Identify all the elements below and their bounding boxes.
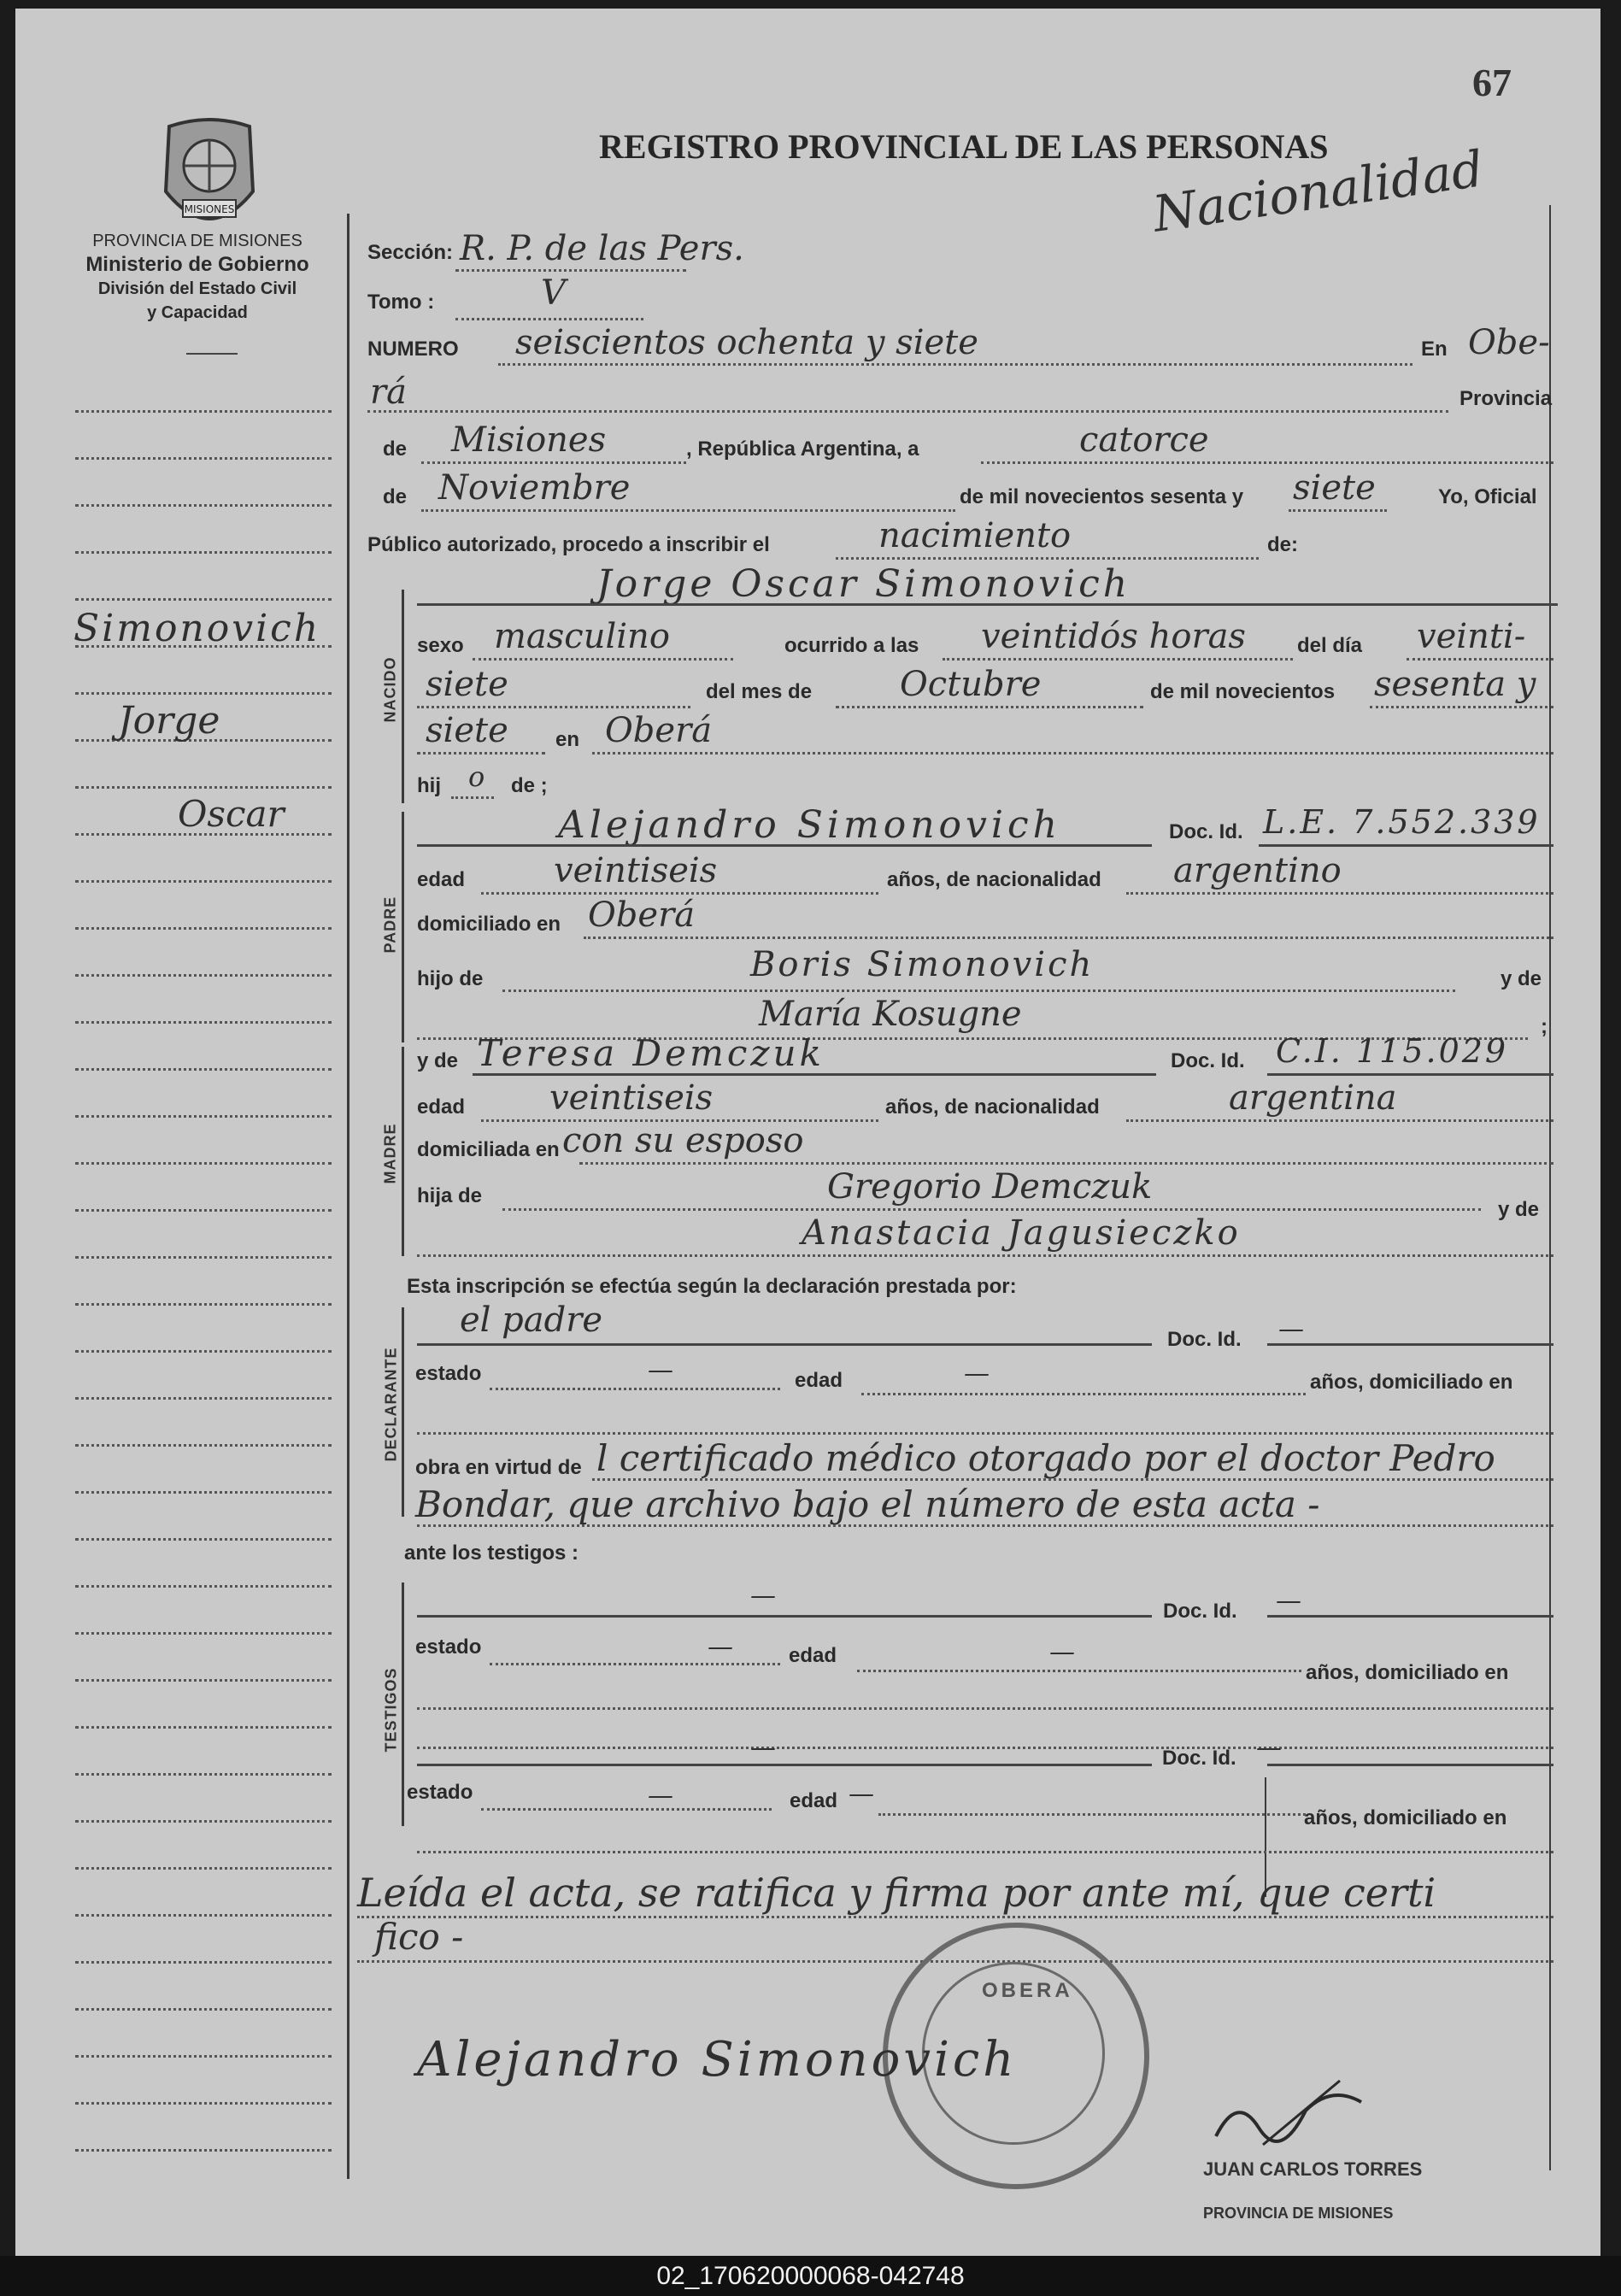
mes-nac-value: Octubre xyxy=(900,665,1042,704)
official-province: PROVINCIA DE MISIONES xyxy=(1203,2205,1394,2222)
seccion-line xyxy=(455,269,686,272)
tomo-value: V xyxy=(541,273,566,313)
declarante-value: el padre xyxy=(460,1301,603,1340)
madre-label: MADRE xyxy=(381,1123,399,1184)
lugar-nac-line xyxy=(592,752,1553,755)
obra-line-1 xyxy=(592,1478,1553,1481)
page-title: REGISTRO PROVINCIAL DE LAS PERSONAS xyxy=(599,127,1329,166)
margin-line xyxy=(75,1679,332,1682)
declarante-edad-label: edad xyxy=(795,1369,843,1392)
margin-line xyxy=(75,2055,332,2058)
sexo-label: sexo xyxy=(417,634,464,657)
madre-edad-value: veintiseis xyxy=(549,1078,714,1118)
seccion-value: R. P. de las Pers. xyxy=(460,229,744,268)
declarante-estado-dash: — xyxy=(648,1355,673,1385)
margin-line xyxy=(75,1115,332,1118)
testigo1-doc-line xyxy=(1267,1615,1553,1618)
ante-testigos-label: ante los testigos : xyxy=(404,1541,579,1565)
stamp-text: OBERA xyxy=(982,1979,1073,2002)
anio-nac-line xyxy=(1370,706,1553,708)
testigo2-doc-line xyxy=(1267,1764,1553,1766)
testigos-label: TESTIGOS xyxy=(382,1667,400,1753)
madre-edad-label: edad xyxy=(417,1095,466,1119)
declarante-edad-dash: — xyxy=(964,1359,990,1389)
acto-value: nacimiento xyxy=(878,516,1072,555)
madre-doc-value: C.I. 115.029 xyxy=(1276,1032,1509,1070)
ocurrido-label: ocurrido a las xyxy=(784,634,919,657)
declarante-estado-label: estado xyxy=(415,1362,482,1385)
de-label-1: de xyxy=(383,437,408,461)
dia-nac-line xyxy=(1407,658,1553,661)
padre-padre-value: Boris Simonovich xyxy=(750,945,1095,984)
testigo2-dom-line xyxy=(417,1851,1553,1853)
madre-nac-value: argentina xyxy=(1229,1078,1397,1118)
padre-label: PADRE xyxy=(381,895,399,954)
en-label: En xyxy=(1421,338,1448,361)
hij-line xyxy=(451,796,494,799)
margin-line xyxy=(75,2008,332,2011)
testigo1-edad-dash: — xyxy=(1049,1637,1075,1667)
testigo2-name-line xyxy=(417,1764,1152,1766)
padre-doc-label: Doc. Id. xyxy=(1169,820,1243,843)
madre-y-de-label-2: y de xyxy=(1498,1198,1540,1221)
padre-dom-label: domiciliado en xyxy=(417,913,561,936)
del-mes-label: del mes de xyxy=(706,680,813,703)
dia-nac-value: veinti- xyxy=(1417,617,1526,656)
testigo2-doc-label: Doc. Id. xyxy=(1162,1747,1236,1770)
provincia-line xyxy=(421,461,686,464)
testigos-bracket xyxy=(402,1583,404,1826)
margin-line xyxy=(75,1162,332,1165)
testigo2-estado-line xyxy=(481,1808,772,1811)
testigo2-edad-line xyxy=(878,1813,1306,1816)
province-emblem-icon xyxy=(159,118,260,238)
madre-hija-de-label: hija de xyxy=(417,1184,483,1207)
signature: Alejandro Simonovich xyxy=(417,2032,1018,2088)
declarante-label: DECLARANTE xyxy=(382,1347,400,1462)
declarante-doc-dash: — xyxy=(1278,1314,1304,1344)
de-label-2: de xyxy=(383,485,408,508)
ministry-block xyxy=(65,229,330,325)
yo-oficial-label: Yo, Oficial xyxy=(1438,485,1537,508)
margin-line xyxy=(75,692,332,695)
margin-separator xyxy=(347,214,349,2179)
anio-nac-line-2 xyxy=(417,752,545,755)
document-page xyxy=(15,9,1600,2256)
ministry-capacity: y Capacidad xyxy=(147,303,248,322)
madre-y-de-label: y de xyxy=(417,1049,459,1072)
numero-line xyxy=(498,363,1413,366)
madre-doc-line xyxy=(1267,1073,1553,1076)
hij-label: hij xyxy=(417,774,441,797)
padre-edad-label: edad xyxy=(417,868,466,891)
margin-first-name: Jorge xyxy=(118,699,220,743)
anio-line xyxy=(1289,509,1387,512)
margin-line xyxy=(75,786,332,789)
margin-line xyxy=(75,880,332,883)
margin-line xyxy=(75,2149,332,2152)
margin-line xyxy=(75,1350,332,1353)
madre-madre-value: Anastacia Jagusieczko xyxy=(802,1213,1241,1253)
padre-dom-value: Oberá xyxy=(588,895,696,935)
cierre-line-2: fico - xyxy=(374,1916,464,1958)
madre-dom-line xyxy=(579,1162,1553,1165)
madre-madre-line xyxy=(417,1254,1553,1257)
madre-nac-line xyxy=(1126,1119,1553,1122)
en-value-cont: rá xyxy=(370,373,407,412)
declarante-edad-line xyxy=(861,1393,1306,1395)
ministry-name: Ministerio de Gobierno xyxy=(85,253,309,276)
margin-line xyxy=(75,927,332,930)
padre-name-value: Alejandro Simonovich xyxy=(558,803,1061,847)
margin-line xyxy=(75,1538,332,1541)
margin-second-name: Oscar xyxy=(178,793,285,835)
margin-line xyxy=(75,974,332,977)
margin-line xyxy=(75,410,332,413)
del-dia-label: del día xyxy=(1297,634,1363,657)
padre-nac-label: años, de nacionalidad xyxy=(887,868,1101,891)
declarante-dom-line xyxy=(417,1432,1553,1435)
inscripcion-label: Esta inscripción se efectúa según la declaración prestada por: xyxy=(407,1275,1017,1298)
de-mil-label: de mil novecientos sesenta y xyxy=(960,485,1244,508)
declarante-anos-label: años, domiciliado en xyxy=(1310,1371,1513,1394)
padre-doc-line xyxy=(1259,844,1553,847)
testigo2-doc-dash: — xyxy=(1256,1733,1282,1763)
padre-madre-value: María Kosugne xyxy=(759,995,1022,1034)
seccion-label: Sección: xyxy=(367,241,454,264)
nacido-bracket xyxy=(402,590,404,803)
right-border xyxy=(1549,205,1551,2170)
testigo2-estado-label: estado xyxy=(407,1781,473,1804)
hij-suffix-value: o xyxy=(468,760,485,793)
tomo-line xyxy=(455,318,643,320)
hora-value: veintidós horas xyxy=(981,617,1246,656)
dia-nac-line-2 xyxy=(417,706,690,708)
margin-line xyxy=(75,1773,332,1776)
testigo1-anos-label: años, domiciliado en xyxy=(1306,1661,1509,1684)
madre-padre-value: Gregorio Demczuk xyxy=(827,1167,1153,1207)
madre-dom-value: con su esposo xyxy=(562,1121,804,1160)
testigo1-dash: — xyxy=(750,1581,776,1611)
mes-nac-line xyxy=(836,706,1143,708)
ministry-underline xyxy=(186,353,238,355)
padre-name-line xyxy=(417,844,1152,847)
margin-line xyxy=(75,1397,332,1400)
padre-nac-value: argentino xyxy=(1173,851,1342,890)
padre-hijo-de-label: hijo de xyxy=(417,967,484,990)
padre-dom-line xyxy=(584,937,1553,939)
margin-line xyxy=(75,1209,332,1212)
ministry-province: PROVINCIA DE MISIONES xyxy=(92,232,302,250)
madre-bracket xyxy=(402,1047,404,1256)
de-colon-label: de: xyxy=(1267,533,1298,556)
padre-doc-value: L.E. 7.552.339 xyxy=(1263,803,1541,841)
tomo-label: Tomo : xyxy=(367,291,435,314)
margin-surname: Simonovich xyxy=(73,607,321,650)
padre-edad-line xyxy=(481,892,878,895)
padre-edad-value: veintiseis xyxy=(554,851,718,890)
lugar-nac-value: Oberá xyxy=(605,711,713,750)
acto-line xyxy=(836,557,1259,560)
declarante-estado-line xyxy=(490,1388,780,1390)
testigo2-edad-dash: — xyxy=(849,1779,874,1809)
madre-dom-label: domiciliada en xyxy=(417,1138,560,1161)
margin-line xyxy=(75,2102,332,2105)
provincia-label: Provincia xyxy=(1459,387,1553,410)
hora-line xyxy=(943,658,1293,661)
madre-padre-line xyxy=(502,1208,1481,1211)
testigo1-estado-line xyxy=(490,1663,780,1665)
anio-value: siete xyxy=(1293,468,1376,508)
ministry-division: División del Estado Civil xyxy=(97,279,297,298)
dia-value: catorce xyxy=(1079,420,1209,460)
testigo1-estado-dash: — xyxy=(708,1632,733,1662)
sexo-value: masculino xyxy=(494,617,670,656)
mes-line xyxy=(421,509,955,512)
en-value: Obe- xyxy=(1468,323,1550,362)
margin-line xyxy=(75,551,332,554)
padre-padre-line xyxy=(502,989,1455,992)
margin-line xyxy=(75,1068,332,1071)
nacido-name-line xyxy=(417,603,1558,606)
file-id-footer: 02_170620000068-042748 xyxy=(0,2256,1621,2296)
margin-line xyxy=(75,1632,332,1635)
numero-value: seiscientos ochenta y siete xyxy=(515,323,978,362)
official-name: JUAN CARLOS TORRES xyxy=(1203,2158,1423,2180)
testigo1-doc-label: Doc. Id. xyxy=(1163,1600,1237,1623)
margin-line xyxy=(75,1914,332,1917)
margin-line xyxy=(75,457,332,460)
padre-nac-line xyxy=(1126,892,1553,895)
nacido-label: NACIDO xyxy=(381,656,399,723)
margin-line xyxy=(75,1585,332,1588)
testigo1-name-line xyxy=(417,1615,1152,1618)
obra-line-2 xyxy=(417,1524,1553,1527)
declarante-doc-label: Doc. Id. xyxy=(1167,1328,1242,1351)
margin-line xyxy=(75,1444,332,1447)
margin-line xyxy=(75,1303,332,1306)
declarante-bracket xyxy=(402,1307,404,1517)
emblem-text: MISIONES xyxy=(184,203,235,215)
page-number: 67 xyxy=(1472,61,1512,104)
padre-semicolon: ; xyxy=(1541,1015,1548,1038)
republica-label: , República Argentina, a xyxy=(686,437,919,461)
padre-y-de-label: y de xyxy=(1501,967,1542,990)
de-semicolon-label: de ; xyxy=(511,774,548,797)
margin-line xyxy=(75,1726,332,1729)
margin-line xyxy=(75,1961,332,1964)
de-mil-nov-label: de mil novecientos xyxy=(1150,680,1336,703)
margin-line xyxy=(75,1491,332,1494)
madre-doc-label: Doc. Id. xyxy=(1171,1049,1245,1072)
anio-nac-value: sesenta y xyxy=(1374,665,1536,704)
mes-value: Noviembre xyxy=(438,468,631,508)
padre-bracket xyxy=(402,812,404,1042)
margin-line xyxy=(75,1820,332,1823)
testigo2-estado-dash: — xyxy=(648,1781,673,1811)
madre-name-value: Teresa Demczuk xyxy=(477,1032,825,1074)
en-line xyxy=(367,410,1448,413)
testigo1-dom-line xyxy=(417,1707,1553,1710)
en-lower-label: en xyxy=(555,728,580,751)
obra-value-2: Bondar, que archivo bajo el número de esta acta - xyxy=(415,1483,1320,1525)
official-signature-icon xyxy=(1212,2076,1366,2153)
testigo2-anos-label: años, domiciliado en xyxy=(1304,1806,1507,1829)
anio-nac-value-2: siete xyxy=(426,711,508,750)
cierre-line-1-rule xyxy=(357,1916,1553,1918)
nacionalidad-annotation: Nacionalidad xyxy=(1149,139,1487,244)
numero-label: NUMERO xyxy=(367,338,459,361)
obra-label: obra en virtud de xyxy=(415,1456,582,1479)
declarante-doc-line xyxy=(1267,1343,1553,1346)
madre-nac-label: años, de nacionalidad xyxy=(885,1095,1100,1119)
sexo-line xyxy=(473,658,733,661)
testigo1-doc-dash: — xyxy=(1276,1586,1301,1616)
dia-nac-value-2: siete xyxy=(426,665,508,704)
provincia-value: Misiones xyxy=(451,420,607,460)
madre-name-line xyxy=(473,1073,1156,1076)
margin-line xyxy=(75,1867,332,1870)
margin-line xyxy=(75,504,332,507)
testigo2-dash: — xyxy=(750,1733,776,1763)
obra-value-1: l certificado médico otorgado por el doctor Pedro xyxy=(596,1437,1495,1479)
testigo1-estado-label: estado xyxy=(415,1635,482,1659)
margin-line xyxy=(75,598,332,601)
testigo1-edad-line xyxy=(857,1670,1301,1672)
cierre-line-1: Leída el acta, se ratifica y firma por ante mí, que certi xyxy=(357,1870,1436,1916)
testigo1-edad-label: edad xyxy=(789,1644,837,1667)
declarante-name-line xyxy=(417,1343,1152,1346)
margin-line xyxy=(75,1256,332,1259)
margin-line xyxy=(75,1021,332,1024)
testigo1-extra-line xyxy=(417,1747,1553,1749)
nacido-name-value: Jorge Oscar Simonovich xyxy=(596,562,1131,606)
testigo2-edad-label: edad xyxy=(790,1789,838,1812)
publico-label: Público autorizado, procedo a inscribir el xyxy=(367,533,770,556)
dia-line xyxy=(981,461,1553,464)
